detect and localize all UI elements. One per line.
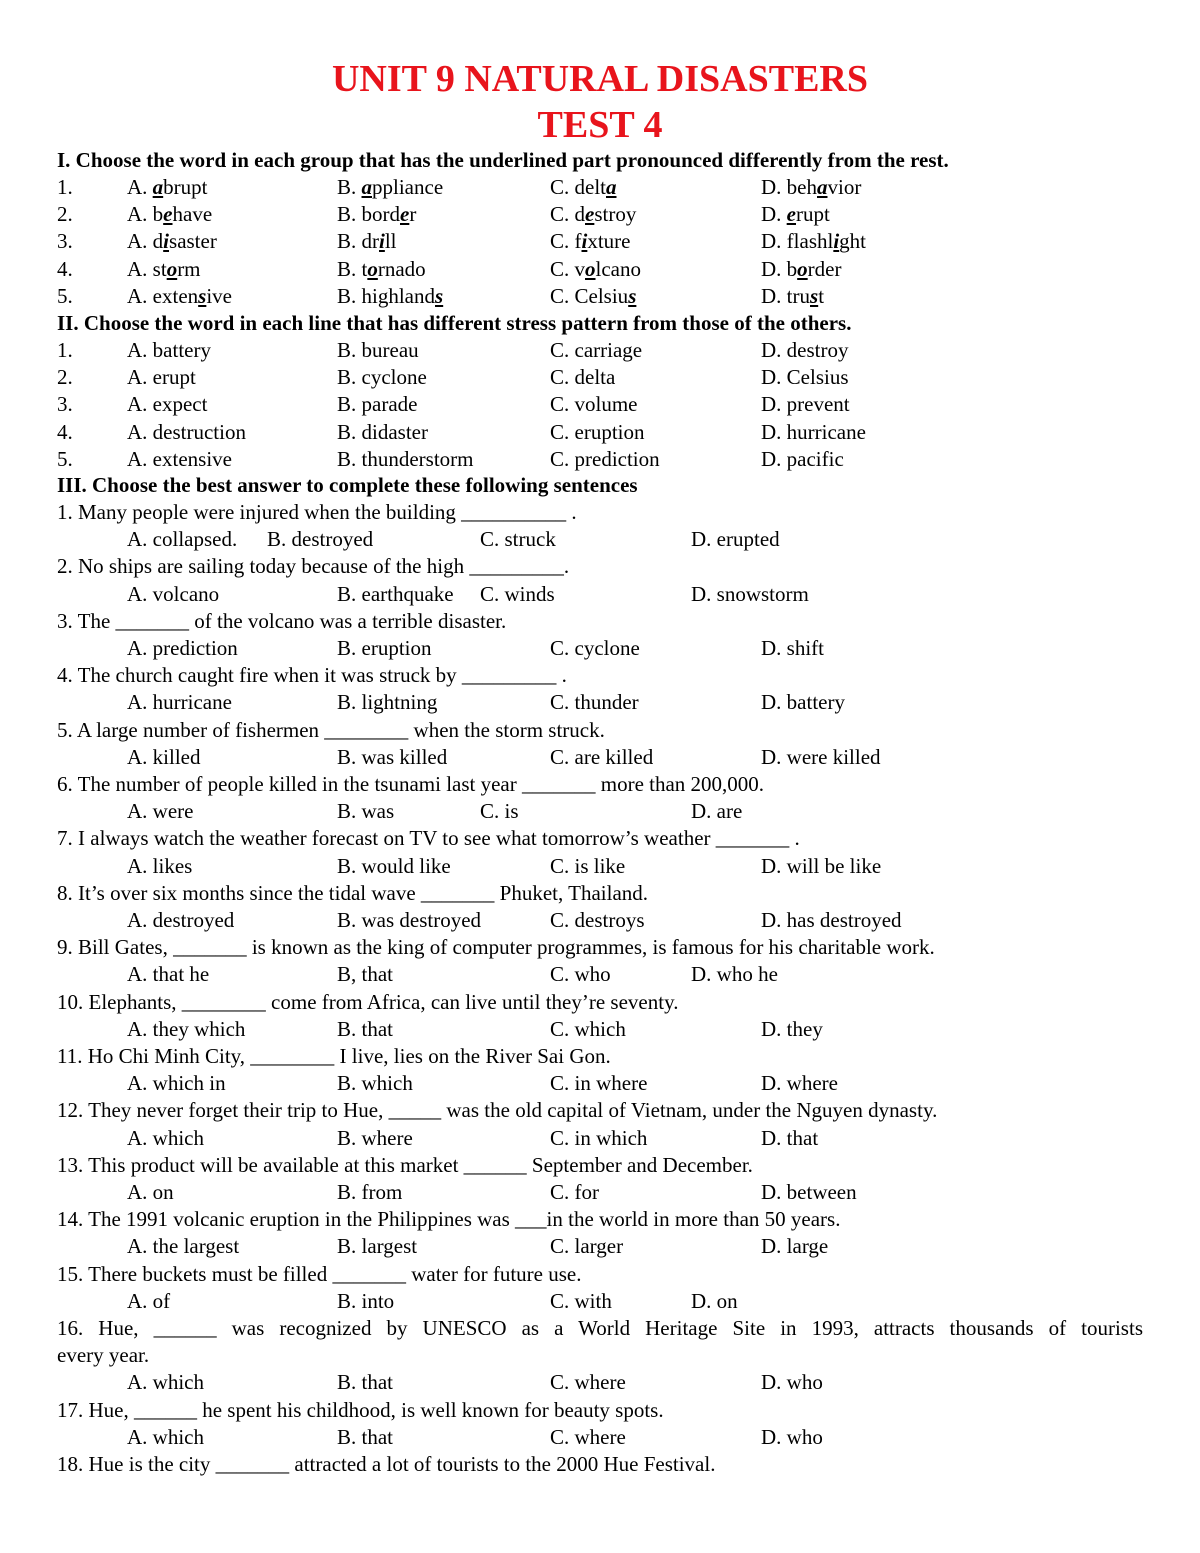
answer-option: B. lightning: [337, 690, 438, 715]
answer-option: B. didaster: [337, 419, 428, 444]
answer-option: D. shift: [761, 636, 824, 660]
section-2-heading: II. Choose the word in each line that has different stress pattern from those of the others.: [57, 311, 852, 335]
underlined-letter: a: [361, 175, 373, 199]
question-text: 6. The number of people killed in the tsunami last year _______ more than 200,000.: [57, 772, 765, 796]
answer-option: D. that: [761, 1125, 819, 1150]
answer-option: C. destroy: [550, 202, 637, 227]
answer-option: A. disaster: [127, 229, 217, 254]
answer-option: B. into: [337, 1288, 395, 1313]
answer-option: A. killed: [127, 744, 201, 769]
question-text: 17. Hue, ______ he spent his childhood, is well known for beauty spots.: [57, 1397, 664, 1422]
answer-option: B. border: [337, 202, 417, 227]
answer-option: A. battery: [127, 338, 211, 362]
answer-option: C. where: [550, 1424, 626, 1449]
answer-option: A. which in: [127, 1071, 226, 1096]
answer-option: A. abrupt: [127, 175, 208, 199]
underlined-letter: i: [833, 229, 840, 254]
section-1-heading: I. Choose the word in each group that has the underlined part pronounced differently from the rest.: [57, 148, 949, 172]
worksheet-subtitle: TEST 4: [537, 104, 663, 146]
underlined-letter: i: [379, 229, 385, 254]
answer-option: D. erupted: [691, 527, 780, 552]
item-number: 5.: [57, 283, 73, 308]
answer-option: D. are: [691, 799, 743, 824]
answer-option: C. are killed: [550, 744, 654, 769]
answer-option: C. is like: [550, 853, 626, 878]
question-text: 7. I always watch the weather forecast on TV to see what tomorrow’s weather _______ .: [57, 826, 800, 851]
question-text: 4. The church caught fire when it was struck by _________ .: [57, 663, 567, 688]
answer-option: B. parade: [337, 392, 418, 417]
answer-option: D. pacific: [761, 446, 844, 471]
answer-option: D. on: [691, 1288, 738, 1313]
answer-option: C. where: [550, 1370, 626, 1395]
answer-option: D. who: [761, 1424, 823, 1449]
item-number: 4.: [57, 256, 73, 281]
answer-option: C. destroys: [550, 908, 645, 932]
underlined-letter: a: [606, 175, 617, 199]
answer-option: B. where: [337, 1125, 413, 1150]
answer-option: B. appliance: [337, 175, 444, 199]
answer-option: B. tornado: [337, 256, 426, 281]
underlined-letter: i: [163, 229, 170, 254]
underlined-letter: o: [166, 256, 178, 281]
answer-option: D. Celsius: [761, 365, 849, 390]
answer-option: C. larger: [550, 1234, 624, 1259]
answer-option: A. destroyed: [127, 908, 235, 932]
answer-option: D. they: [761, 1016, 823, 1041]
underlined-letter: s: [198, 283, 207, 308]
answer-option: C. Celsius: [550, 283, 637, 308]
answer-option: C. fixture: [550, 229, 631, 254]
answer-option: C. struck: [480, 527, 556, 552]
answer-option: A. extensive: [127, 283, 232, 308]
answer-option: D. were killed: [761, 744, 881, 769]
underlined-letter: i: [581, 229, 588, 254]
section-3-heading: III. Choose the best answer to complete these following sentences: [57, 473, 638, 497]
answer-option: A. extensive: [127, 446, 232, 471]
answer-option: A. of: [127, 1288, 171, 1313]
item-number: 3.: [57, 229, 73, 254]
answer-option: A. expect: [127, 392, 208, 417]
answer-option: D. behavior: [761, 175, 862, 199]
answer-option: A. likes: [127, 853, 193, 878]
answer-option: D. who: [761, 1370, 823, 1395]
question-text: 3. The _______ of the volcano was a terrible disaster.: [57, 608, 507, 633]
answer-option: B. which: [337, 1071, 413, 1096]
answer-option: B. earthquake: [337, 581, 454, 606]
answer-option: A. they which: [127, 1016, 246, 1041]
answer-option: D. trust: [761, 283, 825, 308]
underlined-letter: o: [367, 256, 378, 281]
underlined-letter: s: [435, 283, 444, 308]
answer-option: B. that: [337, 1370, 393, 1395]
item-number: 4.: [57, 419, 73, 444]
worksheet-title: UNIT 9 NATURAL DISASTERS: [331, 58, 869, 100]
item-number: 2.: [57, 202, 73, 227]
answer-option: B. largest: [337, 1234, 418, 1259]
answer-option: C. delta: [550, 365, 616, 390]
answer-option: D. flashlight: [761, 229, 867, 254]
answer-option: C. volume: [550, 392, 638, 417]
answer-option: A. which: [127, 1424, 204, 1449]
answer-option: D. prevent: [761, 392, 850, 417]
answer-option: C. eruption: [550, 419, 645, 444]
answer-option: C. prediction: [550, 446, 660, 471]
answer-option: A. storm: [127, 256, 201, 281]
question-text: 11. Ho Chi Minh City, ________ I live, lies on the River Sai Gon.: [57, 1044, 611, 1068]
answer-option: D. border: [761, 256, 842, 281]
item-number: 2.: [57, 365, 73, 390]
answer-option: C. volcano: [550, 256, 641, 281]
answer-option: B. was: [337, 799, 395, 824]
answer-option: A. were: [127, 799, 194, 824]
answer-option: A. the largest: [127, 1234, 240, 1259]
answer-option: B. from: [337, 1180, 403, 1204]
underlined-letter: e: [163, 202, 173, 227]
question-text: 8. It’s over six months since the tidal wave _______ Phuket, Thailand.: [57, 880, 649, 905]
answer-option: D. hurricane: [761, 419, 866, 444]
question-text: 5. A large number of fishermen ________ when the storm struck.: [57, 717, 605, 742]
answer-option: D. battery: [761, 690, 845, 715]
answer-option: D. has destroyed: [761, 908, 902, 932]
answer-option: D. erupt: [761, 202, 830, 227]
answer-option: A. prediction: [127, 636, 238, 660]
answer-option: A. on: [127, 1180, 174, 1204]
item-number: 1.: [57, 175, 73, 199]
answer-option: D. who he: [691, 962, 778, 987]
answer-option: A. which: [127, 1125, 204, 1150]
underlined-letter: e: [786, 202, 796, 227]
question-text: 13. This product will be available at this market ______ September and December.: [57, 1152, 753, 1177]
answer-option: C. thunder: [550, 690, 639, 715]
answer-option: A. collapsed.: [127, 527, 238, 552]
answer-option: B. bureau: [337, 338, 419, 362]
question-text: 1. Many people were injured when the building __________ .: [57, 500, 577, 524]
answer-option: B. eruption: [337, 636, 432, 660]
question-text: 16. Hue, ______ was recognized by UNESCO as a World Heritage Site in 1993, attracts thousands of tourists: [57, 1316, 1143, 1340]
answer-option: A. destruction: [127, 419, 246, 444]
answer-option: A. erupt: [127, 365, 196, 390]
item-number: 3.: [57, 392, 73, 417]
answer-option: D. large: [761, 1234, 829, 1259]
question-text: 18. Hue is the city _______ attracted a lot of tourists to the 2000 Hue Festival.: [57, 1452, 716, 1476]
underlined-letter: s: [628, 283, 637, 308]
item-number: 5.: [57, 446, 73, 471]
answer-option: A. volcano: [127, 581, 220, 606]
answer-option: A. that he: [127, 962, 210, 987]
answer-option: C. in which: [550, 1125, 648, 1150]
question-text: 2. No ships are sailing today because of the high _________.: [57, 554, 570, 579]
answer-option: A. hurricane: [127, 690, 232, 715]
question-text: 12. They never forget their trip to Hue, _____ was the old capital of Vietnam, under the Nguyen dynasty.: [57, 1098, 938, 1123]
answer-option: C. cyclone: [550, 636, 640, 660]
answer-option: B. would like: [337, 853, 451, 878]
answer-option: A. which: [127, 1370, 204, 1395]
answer-option: D. snowstorm: [691, 581, 809, 606]
underlined-letter: e: [400, 202, 410, 227]
question-text: 14. The 1991 volcanic eruption in the Philippines was ___in the world in more than 50 years.: [57, 1207, 841, 1232]
answer-option: B. drill: [337, 229, 397, 254]
answer-option: D. between: [761, 1180, 857, 1204]
answer-option: B. thunderstorm: [337, 446, 474, 471]
item-number: 1.: [57, 338, 73, 362]
answer-option: D. where: [761, 1071, 838, 1096]
answer-option: C. with: [550, 1288, 612, 1313]
question-text: 10. Elephants, ________ come from Africa, can live until they’re seventy.: [57, 989, 679, 1014]
answer-option: B. that: [337, 1424, 393, 1449]
underlined-letter: s: [810, 283, 819, 308]
underlined-letter: e: [585, 202, 595, 227]
answer-option: B. highlands: [337, 283, 444, 308]
underlined-letter: a: [152, 175, 164, 199]
answer-option: B. destroyed: [267, 527, 374, 552]
answer-option: C. in where: [550, 1071, 648, 1096]
answer-option: B, that: [337, 962, 393, 987]
answer-option: D. destroy: [761, 338, 849, 362]
answer-option: C. which: [550, 1016, 626, 1041]
answer-option: C. delta: [550, 175, 617, 199]
question-text: 15. There buckets must be filled _______ water for future use.: [57, 1261, 582, 1286]
question-text-continued: every year.: [57, 1343, 150, 1368]
answer-option: C. is: [480, 799, 519, 824]
answer-option: B. was destroyed: [337, 908, 482, 932]
underlined-letter: o: [797, 256, 808, 281]
underlined-letter: o: [585, 256, 596, 281]
answer-option: C. who: [550, 962, 611, 987]
answer-option: C. winds: [480, 581, 555, 606]
answer-option: C. for: [550, 1180, 599, 1204]
underlined-letter: a: [817, 175, 828, 199]
answer-option: C. carriage: [550, 338, 643, 362]
answer-option: A. behave: [127, 202, 213, 227]
answer-option: B. cyclone: [337, 365, 427, 390]
answer-option: D. will be like: [761, 853, 882, 878]
question-text: 9. Bill Gates, _______ is known as the king of computer programmes, is famous for his charitable work.: [57, 935, 935, 960]
answer-option: B. that: [337, 1016, 393, 1041]
answer-option: B. was killed: [337, 744, 448, 769]
